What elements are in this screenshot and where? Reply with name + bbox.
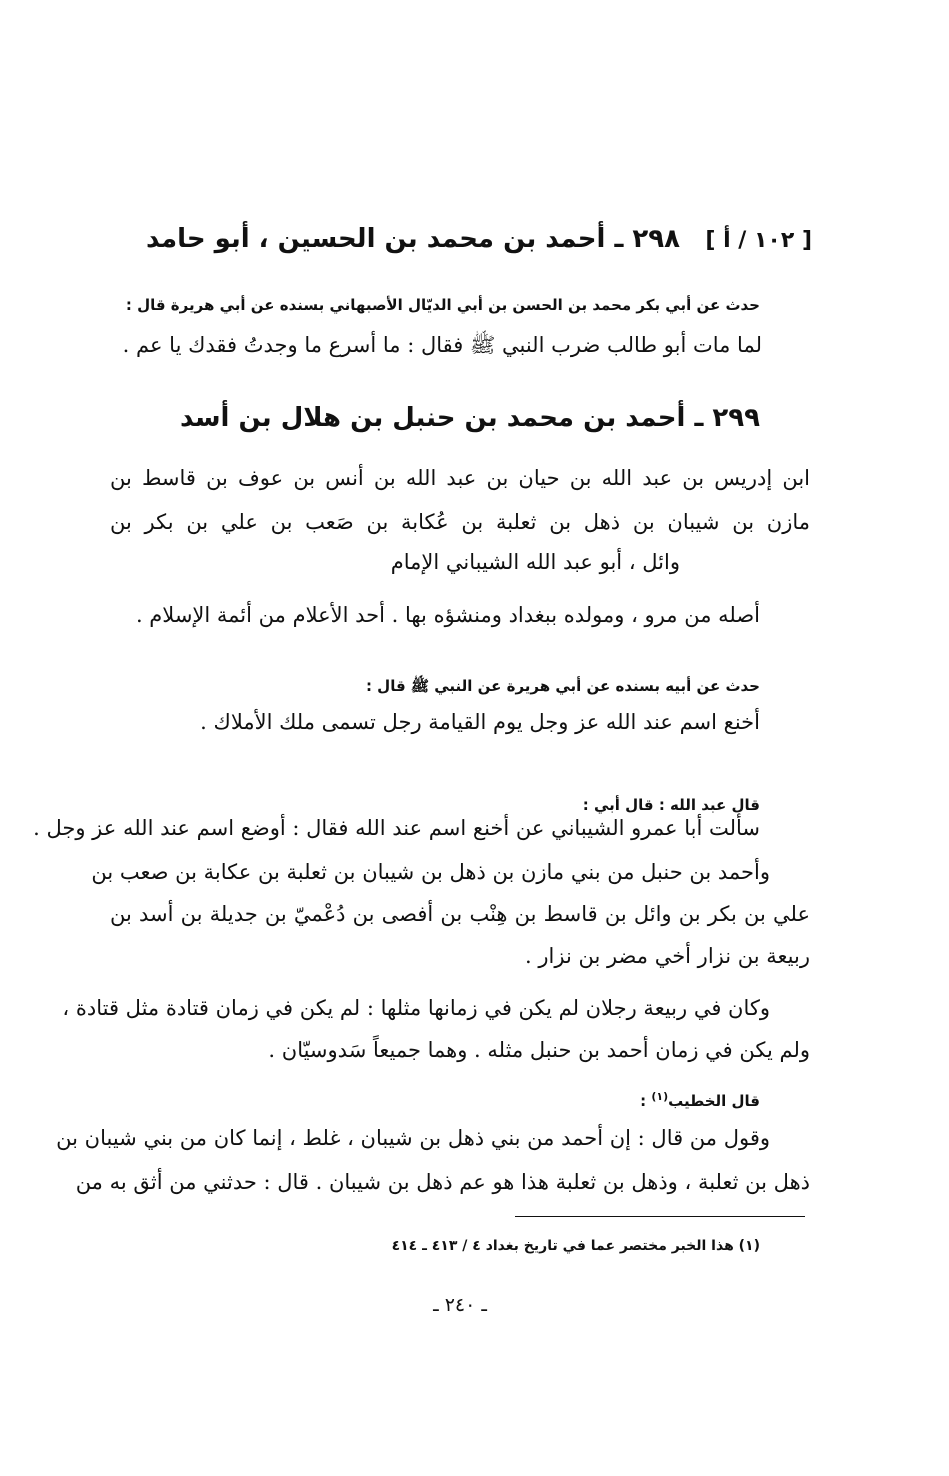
entry-298-title: ٢٩٨ ـ أحمد بن محمد بن الحسين ، أبو حامد — [145, 224, 680, 254]
origin-text: أصله من مرو ، ومولده ببغداد ومنشؤه بها . أحد الأعلام من أئمة الإسلام . — [135, 603, 760, 627]
footnote-rule — [515, 1216, 805, 1217]
footnote-text: (١) هذا الخبر مختصر عما في تاريخ بغداد ٤ / ٤١٣ ـ ٤١٤ — [391, 1238, 760, 1254]
footnote-ref: (١) — [651, 1090, 669, 1103]
nasab-line-3: ربيعة بن نزار أخي مضر بن نزار . — [525, 944, 810, 968]
nasab-line-2: علي بن بكر بن وائل بن قاسط بن هِنْب بن أفصى بن دُعْميّ بن جديلة بن أسد بن — [110, 902, 810, 926]
lineage-line-1: ابن إدريس بن عبد الله بن حيان بن عبد الله بن أنس بن عوف بن قاسط بن — [110, 466, 810, 490]
entry-298-hadith: لما مات أبو طالب ضرب النبي ﷺ فقال : ما أسرع ما وجدتُ فقدك يا عم . — [122, 333, 762, 357]
question-text: سألت أبا عمرو الشيباني عن أخنع اسم عند الله فقال : أوضع اسم عند الله عز وجل . — [33, 816, 760, 840]
folio-marker: [ ١٠٢ / أ ] — [705, 228, 812, 253]
khatib-line-1: وقول من قال : إن أحمد من بني ذهل بن شيبان ، غلط ، إنما كان من بني شيبان بن — [56, 1126, 770, 1150]
entry-299-title: ٢٩٩ ـ أحمد بن محمد بن حنبل بن هلال بن أسد — [179, 403, 760, 433]
khatib-line-2: ذهل بن ثعلبة ، وذهل بن ثعلبة هذا هو عم ذهل بن شيبان . قال : حدثني من أثق به من — [75, 1170, 810, 1194]
qala-khatib-colon: : — [640, 1092, 652, 1110]
qala-khatib — [560, 1090, 760, 1110]
entry-299-hadith: أخنع اسم عند الله عز وجل يوم القيامة رجل تسمى ملك الأملاك . — [200, 710, 760, 734]
qala-abdallah: قال عبد الله : قال أبي : — [582, 796, 760, 814]
entry-299-isnad: حدث عن أبيه بسنده عن أبي هريرة عن النبي ﷺ قال : — [365, 677, 760, 695]
lineage-line-3: وائل ، أبو عبد الله الشيباني الإمام — [390, 550, 680, 574]
rabia-line-2: ولم يكن في زمان أحمد بن حنبل مثله . وهما جميعاً سَدوسيّان . — [268, 1038, 810, 1062]
entry-298-isnad: حدث عن أبي بكر محمد بن الحسن بن أبي الديّال الأصبهاني بسنده عن أبي هريرة قال : — [125, 296, 760, 314]
lineage-line-2: مازن بن شيبان بن ذهل بن ثعلبة بن عُكابة بن صَعب بن علي بن بكر بن — [110, 510, 810, 534]
nasab-line-1: وأحمد بن حنبل من بني مازن بن ذهل بن شيبان بن ثعلبة بن عكابة بن صعب بن — [91, 860, 770, 884]
qala-khatib-label: قال الخطيب — [668, 1092, 760, 1110]
rabia-line-1: وكان في ربيعة رجلان لم يكن في زمانها مثلها : لم يكن في زمان قتادة مثل قتادة ، — [62, 996, 770, 1020]
page-number: ـ ٢٤٠ ـ — [433, 1294, 487, 1316]
